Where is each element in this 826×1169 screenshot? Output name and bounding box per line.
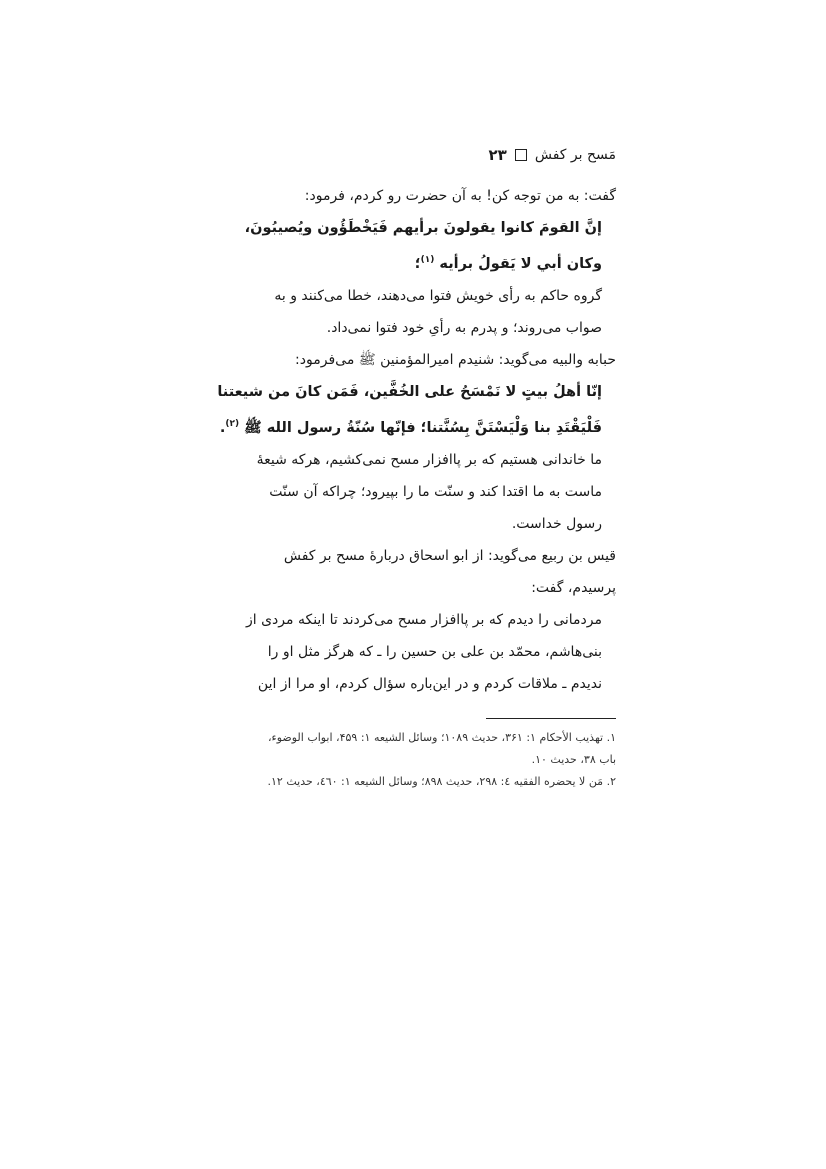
translation-line: رسول خداست. <box>511 515 602 532</box>
punctuation: ؛ <box>414 255 421 272</box>
footnote-1-continuation: باب ۳۸، حدیث ۱۰. <box>531 752 616 766</box>
paragraph-intro: گفت: به من توجه کن! به آن حضرت رو کردم، فرمود: <box>304 188 616 204</box>
footnote-2: ۲. مَن لا یحضره الفقیه ٤: ۲۹۸، حدیث ۸۹۸؛ وسائل الشیعه ۱: ٤٦٠، حدیث ۱۲. <box>267 774 616 788</box>
punctuation: . <box>219 419 226 436</box>
square-bullet-icon <box>515 149 527 161</box>
translation-line: ماست به ما اقتدا کند و سنّت ما را بپیرود؛ چراکه آن سنّت <box>269 483 602 500</box>
footnote-1: ۱. تهذیب الأحکام ۱: ۳۶۱، حدیث ۱۰۸۹؛ وسائل الشیعه ۱: ۴۵۹، ابواب الوضوء، <box>268 730 616 744</box>
paragraph-narrator: حبابه والبیه می‌گوید: شنیدم امیرالمؤمنین ﷺ می‌فرمود: <box>295 351 616 368</box>
header-title: مَسح بر كفش <box>534 147 616 163</box>
paragraph-qays: قیس بن ربیع می‌گوید: از ابو اسحاق دربارهٔ مسح بر کفش <box>283 547 616 564</box>
quote-line: مردمانی را دیدم که بر پاافزار مسح می‌کردند تا اینکه مردی از <box>246 611 602 628</box>
footnote-ref: (۱) <box>420 255 435 265</box>
arabic-quote-line <box>210 244 616 280</box>
page-content <box>210 140 616 793</box>
arabic-text: فَلْيَقْتَدِ بنا وَلْيَسْتَنَّ بِسُنَّتنا؛ فإنّها سُنّةُ رسول الله ﷺ <box>244 419 602 436</box>
arabic-quote-line: إنَّ القومَ كانوا يقولونَ برأيهم فَيَخْطَؤُون ويُصيبُونَ، <box>244 220 602 236</box>
translation-line: ما خاندانی هستیم که بر پاافزار مسح نمی‌کشیم، هرکه شیعهٔ <box>256 451 602 468</box>
footnote-divider <box>486 718 616 719</box>
page-number: ۲۳ <box>488 146 507 164</box>
translation-line: گروه حاکم به رأی خویش فتوا می‌دهند، خطا می‌کنند و به <box>274 287 602 304</box>
running-header <box>210 140 616 170</box>
quote-line: ندیدم ـ ملاقات کردم و در این‌باره سؤال کردم، او مرا از این <box>257 675 602 692</box>
paragraph-qays: پرسیدم، گفت: <box>531 579 616 596</box>
footnote-ref: (۲) <box>225 418 240 429</box>
arabic-quote-line <box>210 408 616 444</box>
arabic-text: وكان أبي لا يَقولُ برأيه <box>439 255 602 272</box>
translation-line: صواب می‌روند؛ و پدرم به رأیِ خود فتوا نمی‌داد. <box>326 319 602 336</box>
quote-line: بنی‌هاشم، محمّد بن علی بن حسین را ـ که هرگز مثل او را <box>267 643 602 660</box>
arabic-quote-line: إنّا أهلُ بيتٍ لا نَمْسَحُ على الخُفَّين، فَمَن كانَ من شيعتنا <box>217 383 602 400</box>
